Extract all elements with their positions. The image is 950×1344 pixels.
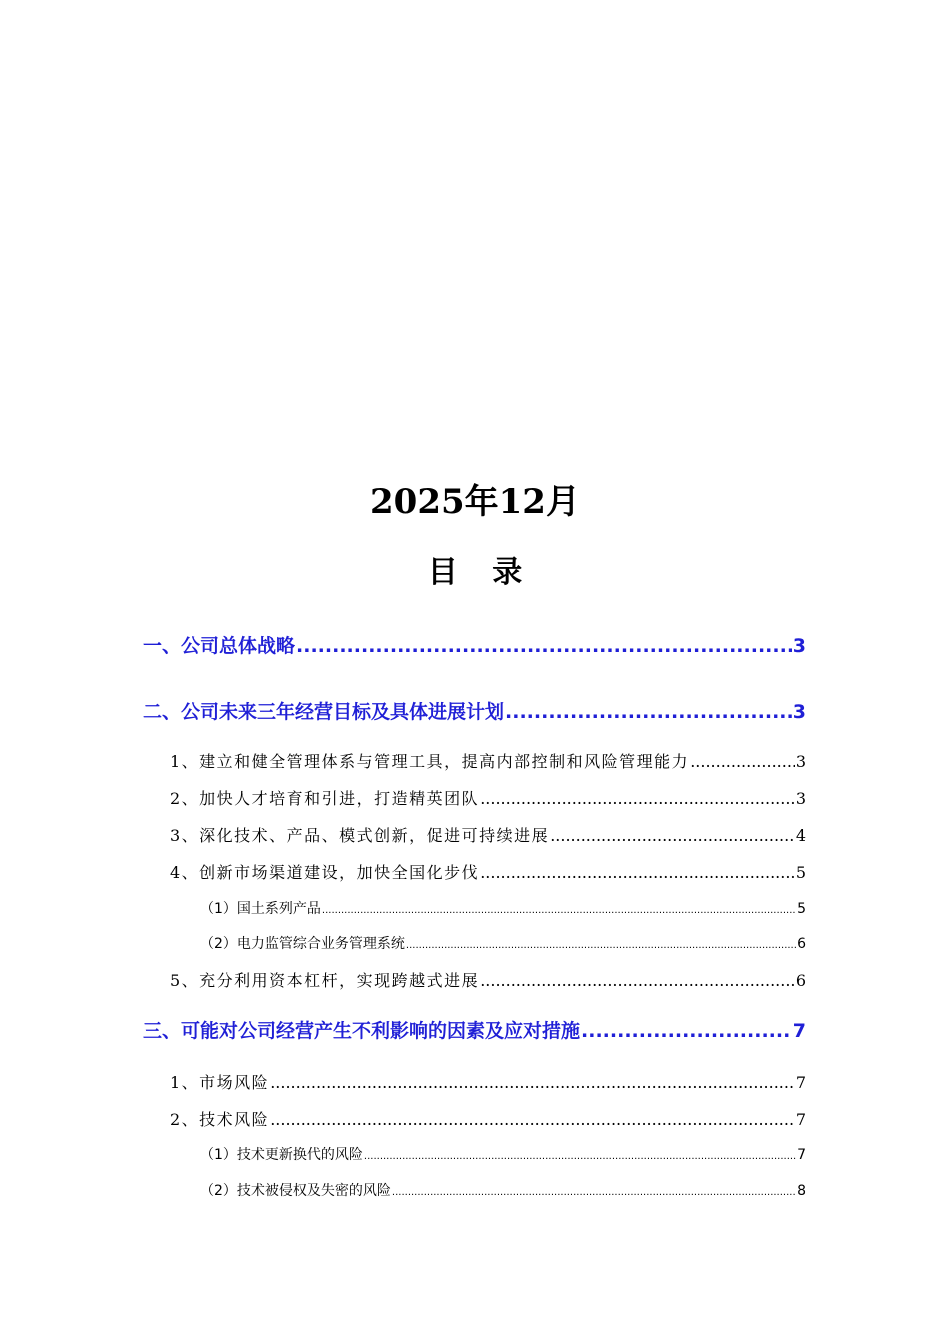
toc-page-number: 6 [797,936,806,952]
toc-leader-dots [270,1073,795,1092]
date-title: 2025年12月 [370,482,580,522]
toc-entry-2-5[interactable] [170,968,806,991]
toc-entry-label: 三、可能对公司经营产生不利影响的因素及应对措施 [143,1020,581,1042]
toc-leader-dots [364,1151,796,1162]
toc-page-number: 6 [795,971,806,990]
toc-entry-3-2[interactable] [170,1107,806,1130]
toc-entry-label: 4、创新市场渠道建设，加快全国化步伐 [170,863,480,882]
toc-leader-dots [480,863,795,882]
toc-entry-label: 1、建立和健全管理体系与管理工具，提高内部控制和风险管理能力 [170,752,690,771]
toc-entry-2-4-1[interactable] [200,898,806,918]
toc-leader-dots [550,826,795,845]
toc-entry-label: 一、公司总体战略 [143,635,296,657]
toc-leader-dots [690,752,795,771]
toc-page-number: 7 [795,1073,806,1092]
toc-entry-label: （2）技术被侵权及失密的风险 [200,1183,391,1199]
toc-entry-2-4[interactable] [170,860,806,883]
toc-title: 目 录 [427,555,535,590]
toc-entry-label: （1）技术更新换代的风险 [200,1147,363,1163]
toc-entry-section-2[interactable] [143,697,806,724]
toc-page-number: 7 [795,1110,806,1129]
toc-leader-dots [392,1187,796,1198]
toc-entry-label: （1）国土系列产品 [200,901,321,917]
toc-entry-label: 2、加快人才培育和引进，打造精英团队 [170,789,480,808]
toc-page-number: 3 [792,701,806,723]
toc-leader-dots [480,789,795,808]
toc-entry-2-2[interactable] [170,786,806,809]
toc-page-number: 3 [792,635,806,657]
toc-leader-dots [322,905,796,916]
toc-entry-2-1[interactable] [170,749,806,772]
toc-page-number: 7 [792,1020,806,1042]
toc-entry-2-3[interactable] [170,823,806,846]
toc-leader-dots [296,635,792,657]
toc-entry-section-1[interactable] [143,631,806,658]
toc-leader-dots [480,971,795,990]
toc-leader-dots [270,1110,795,1129]
toc-entry-label: （2）电力监管综合业务管理系统 [200,936,405,952]
toc-leader-dots [581,1020,792,1042]
toc-entry-label: 2、技术风险 [170,1110,270,1129]
toc-entry-3-2-2[interactable] [200,1180,806,1200]
toc-page-number: 4 [795,826,806,845]
toc-page-number: 5 [795,863,806,882]
toc-entry-label: 1、市场风险 [170,1073,270,1092]
toc-leader-dots [406,940,796,951]
toc-entry-3-2-1[interactable] [200,1144,806,1164]
toc-leader-dots [505,701,792,723]
toc-entry-label: 5、充分利用资本杠杆，实现跨越式进展 [170,971,480,990]
toc-page-number: 3 [795,789,806,808]
toc-entry-section-3[interactable] [143,1016,806,1043]
toc-entry-3-1[interactable] [170,1070,806,1093]
toc-entry-label: 3、深化技术、产品、模式创新，促进可持续进展 [170,826,550,845]
toc-page-number: 5 [797,901,806,917]
toc-entry-2-4-2[interactable] [200,933,806,953]
toc-page-number: 3 [795,752,806,771]
toc-page-number: 8 [797,1183,806,1199]
toc-entry-label: 二、公司未来三年经营目标及具体进展计划 [143,701,505,723]
toc-page-number: 7 [797,1147,806,1163]
